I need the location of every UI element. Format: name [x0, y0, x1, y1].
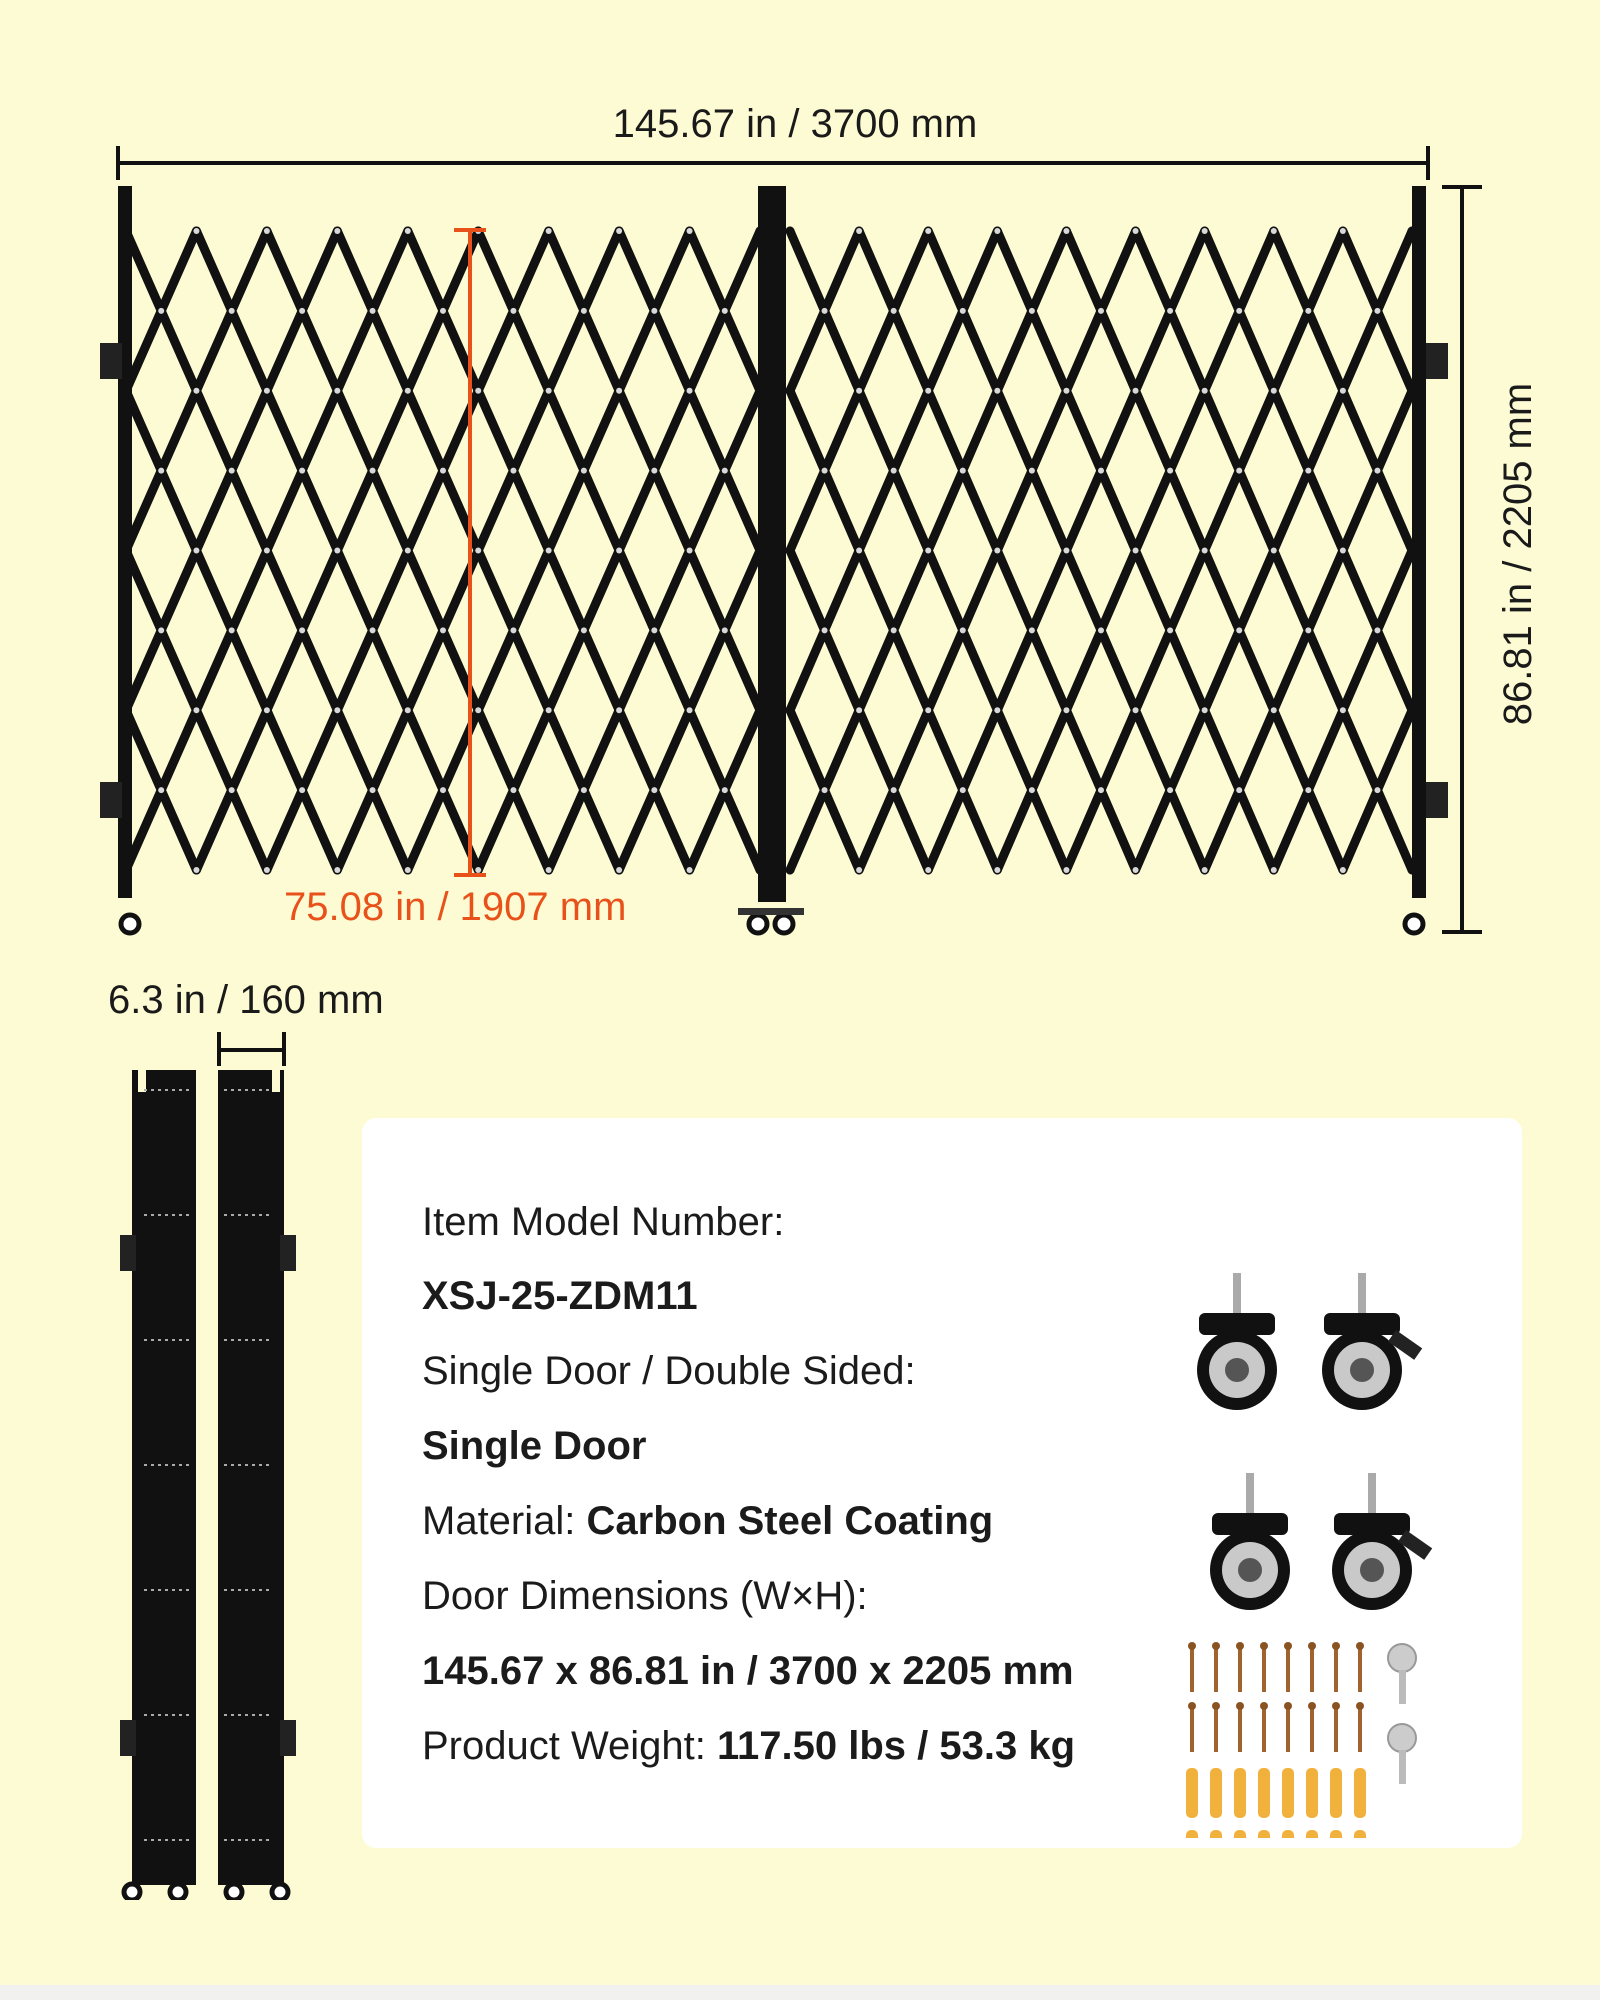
lattice-pivot: [1271, 867, 1277, 873]
lattice-pivot: [264, 707, 270, 713]
lattice-pivot: [722, 308, 728, 314]
screw-icon: [1212, 1702, 1220, 1710]
lattice-pivot: [1202, 228, 1208, 234]
lattice-pivot: [960, 468, 966, 474]
screw-icon: [1260, 1702, 1268, 1710]
screw-icon: [1356, 1642, 1364, 1650]
lattice-pivot: [510, 308, 516, 314]
lattice-pivot: [856, 388, 862, 394]
lattice-pivot: [925, 867, 931, 873]
lattice-pivot: [405, 707, 411, 713]
dimensions-label: Door Dimensions (W×H):: [422, 1574, 868, 1618]
lattice-pivot: [722, 627, 728, 633]
screw-icon: [1188, 1642, 1196, 1650]
lattice-pivot: [1305, 787, 1311, 793]
lattice-pivot: [264, 388, 270, 394]
wall-bracket: [1426, 782, 1448, 818]
lattice-pivot: [1340, 548, 1346, 554]
wall-anchor-icon: [1330, 1830, 1342, 1838]
lattice-pivot: [581, 308, 587, 314]
gate-extended-illustration: [0, 0, 1600, 950]
lattice-pivot: [1340, 867, 1346, 873]
center-post: [758, 186, 786, 902]
door-type-label: Single Door / Double Sided:: [422, 1349, 916, 1393]
lattice-pivot: [994, 548, 1000, 554]
lattice-pivot: [546, 707, 552, 713]
wall-anchor-icon: [1210, 1768, 1222, 1818]
lattice-pivot: [1374, 627, 1380, 633]
lattice-pivot: [405, 548, 411, 554]
model-label: Item Model Number:: [422, 1200, 785, 1244]
lattice-pivot: [1167, 787, 1173, 793]
lattice-pivot: [856, 548, 862, 554]
lattice-pivot: [1133, 548, 1139, 554]
lattice-pivot: [1167, 627, 1173, 633]
screw-icon: [1212, 1642, 1220, 1650]
lattice-pivot: [1340, 388, 1346, 394]
lattice-pivot: [1098, 787, 1104, 793]
lattice-pivot: [193, 867, 199, 873]
center-base-plate: [738, 908, 804, 915]
lattice-pivot: [1374, 787, 1380, 793]
screw-icon: [1356, 1702, 1364, 1710]
wall-anchor-icon: [1210, 1830, 1222, 1838]
lattice-pivot: [925, 228, 931, 234]
folded-bracket: [120, 1720, 136, 1756]
lattice-pivot: [891, 468, 897, 474]
lattice-pivot: [1374, 308, 1380, 314]
lattice-pivot: [229, 468, 235, 474]
lattice-pivot: [1271, 548, 1277, 554]
lattice-pivot: [616, 707, 622, 713]
gate-wheel: [121, 915, 139, 933]
lattice-pivot: [299, 468, 305, 474]
lattice-pivot: [1133, 388, 1139, 394]
lattice-pivot: [581, 787, 587, 793]
folded-notch: [272, 1070, 280, 1092]
lattice-pivot: [264, 548, 270, 554]
lattice-pivot: [193, 707, 199, 713]
folded-wheel: [272, 1884, 288, 1900]
lattice-pivot: [1202, 548, 1208, 554]
lattice-pivot: [1063, 707, 1069, 713]
lattice-pivot: [960, 627, 966, 633]
lattice-pivot: [616, 388, 622, 394]
lattice-pivot: [158, 627, 164, 633]
lattice-pivot: [581, 468, 587, 474]
lattice-pivot: [546, 548, 552, 554]
lattice-pivot: [229, 308, 235, 314]
lattice-pivot: [546, 228, 552, 234]
lattice-pivot: [925, 707, 931, 713]
lattice-pivot: [193, 228, 199, 234]
key-icon: [1388, 1644, 1416, 1672]
lattice-pivot: [616, 548, 622, 554]
wall-bracket: [100, 343, 122, 379]
lattice-pivot: [510, 627, 516, 633]
caster-wheel-icon: [1358, 1273, 1366, 1318]
lattice-pivot: [1133, 867, 1139, 873]
lattice-pivot: [1236, 308, 1242, 314]
lattice-pivot: [1098, 308, 1104, 314]
gate-lattice-left: [126, 228, 760, 873]
lattice-pivot: [687, 388, 693, 394]
lattice-pivot: [158, 468, 164, 474]
lattice-pivot: [299, 627, 305, 633]
lattice-pivot: [229, 627, 235, 633]
lattice-pivot: [960, 787, 966, 793]
lattice-pivot: [925, 548, 931, 554]
lattice-pivot: [1098, 468, 1104, 474]
lattice-pivot: [158, 787, 164, 793]
folded-panel-left: [132, 1070, 196, 1885]
wall-anchor-icon: [1306, 1830, 1318, 1838]
lattice-pivot: [1305, 468, 1311, 474]
wall-anchor-icon: [1354, 1768, 1366, 1818]
weight-row: [422, 1724, 1075, 1769]
screw-icon: [1284, 1702, 1292, 1710]
lattice-pivot: [925, 388, 931, 394]
gate-lattice-right: [790, 228, 1412, 873]
lattice-pivot: [440, 308, 446, 314]
folded-wheel: [170, 1884, 186, 1900]
lattice-pivot: [1167, 308, 1173, 314]
lattice-pivot: [334, 707, 340, 713]
lattice-pivot: [994, 388, 1000, 394]
right-post: [1412, 186, 1426, 898]
lattice-pivot: [1063, 228, 1069, 234]
caster-wheel-icon: [1360, 1558, 1384, 1582]
lattice-pivot: [1202, 388, 1208, 394]
material-label: Material:: [422, 1499, 587, 1543]
lattice-pivot: [334, 867, 340, 873]
lattice-pivot: [264, 228, 270, 234]
lattice-pivot: [1340, 707, 1346, 713]
lattice-pivot: [722, 468, 728, 474]
lattice-pivot: [1133, 707, 1139, 713]
lattice-pivot: [370, 468, 376, 474]
lattice-pivot: [960, 308, 966, 314]
lattice-pivot: [856, 867, 862, 873]
door-type-value: Single Door: [422, 1424, 647, 1468]
lattice-pivot: [1029, 468, 1035, 474]
lattice-pivot: [1202, 867, 1208, 873]
lattice-pivot: [1202, 707, 1208, 713]
lattice-pivot: [1305, 308, 1311, 314]
lattice-pivot: [510, 787, 516, 793]
lattice-pivot: [891, 308, 897, 314]
lattice-pivot: [334, 388, 340, 394]
total-width-label: 145.67 in / 3700 mm: [612, 102, 978, 146]
lattice-pivot: [616, 867, 622, 873]
lattice-pivot: [1029, 308, 1035, 314]
lattice-pivot: [334, 228, 340, 234]
screw-icon: [1308, 1702, 1316, 1710]
screw-icon: [1188, 1702, 1196, 1710]
lattice-pivot: [370, 308, 376, 314]
caster-wheel-icon: [1225, 1358, 1249, 1382]
lattice-pivot: [229, 787, 235, 793]
lattice-pivot: [1063, 548, 1069, 554]
wall-anchor-icon: [1282, 1768, 1294, 1818]
weight-value: 117.50 lbs / 53.3 kg: [716, 1724, 1075, 1768]
lattice-pivot: [1098, 627, 1104, 633]
lattice-pivot: [581, 627, 587, 633]
lattice-pivot: [405, 228, 411, 234]
lattice-pivot: [822, 627, 828, 633]
lattice-pivot: [1029, 627, 1035, 633]
lattice-pivot: [651, 468, 657, 474]
lattice-pivot: [994, 228, 1000, 234]
lattice-pivot: [1374, 468, 1380, 474]
lattice-pivot: [1271, 388, 1277, 394]
key-icon: [1388, 1724, 1416, 1752]
lattice-pivot: [334, 548, 340, 554]
lattice-pivot: [687, 867, 693, 873]
lattice-pivot: [440, 468, 446, 474]
lattice-pivot: [856, 707, 862, 713]
gate-wheel: [749, 915, 767, 933]
folded-bracket: [120, 1235, 136, 1271]
lattice-pivot: [299, 787, 305, 793]
gate-wheel: [775, 915, 793, 933]
lattice-pivot: [405, 388, 411, 394]
weight-label: Product Weight:: [422, 1724, 717, 1768]
folded-notch: [138, 1070, 146, 1092]
lattice-pivot: [370, 627, 376, 633]
material-row: [422, 1499, 993, 1544]
lattice-pivot: [994, 867, 1000, 873]
lattice-pivot: [158, 308, 164, 314]
wall-anchor-icon: [1186, 1830, 1198, 1838]
caster-wheel-icon: [1233, 1273, 1241, 1318]
caster-wheel-icon: [1350, 1358, 1374, 1382]
lattice-pivot: [822, 787, 828, 793]
lattice-pivot: [546, 867, 552, 873]
key-icon: [1399, 1670, 1406, 1704]
wall-anchor-icon: [1282, 1830, 1294, 1838]
caster-wheel-icon: [1238, 1558, 1262, 1582]
caster-wheel-icon: [1368, 1473, 1376, 1518]
wall-anchor-icon: [1258, 1768, 1270, 1818]
lattice-pivot: [510, 468, 516, 474]
wall-bracket: [1426, 343, 1448, 379]
wall-anchor-icon: [1234, 1830, 1246, 1838]
key-icon: [1399, 1750, 1406, 1784]
screw-icon: [1332, 1642, 1340, 1650]
lattice-pivot: [1271, 228, 1277, 234]
lattice-pivot: [856, 228, 862, 234]
lattice-pivot: [722, 787, 728, 793]
lattice-pivot: [822, 468, 828, 474]
lattice-pivot: [687, 548, 693, 554]
gate-folded-illustration: [100, 1060, 320, 1900]
lattice-pivot: [299, 308, 305, 314]
wall-anchor-icon: [1186, 1768, 1198, 1818]
lattice-pivot: [1271, 707, 1277, 713]
lattice-pivot: [546, 388, 552, 394]
screw-icon: [1236, 1642, 1244, 1650]
lattice-pivot: [1305, 627, 1311, 633]
screw-icon: [1308, 1642, 1316, 1650]
lattice-pivot: [1236, 468, 1242, 474]
wall-anchor-icon: [1258, 1830, 1270, 1838]
lattice-pivot: [651, 308, 657, 314]
lattice-pivot: [1236, 787, 1242, 793]
lattice-pivot: [994, 707, 1000, 713]
lattice-pivot: [651, 627, 657, 633]
material-value: Carbon Steel Coating: [586, 1499, 994, 1543]
lattice-pivot: [822, 308, 828, 314]
lattice-pivot: [1063, 388, 1069, 394]
screw-icon: [1332, 1702, 1340, 1710]
wall-bracket: [100, 782, 122, 818]
spec-card: [362, 1118, 1522, 1848]
wall-anchor-icon: [1330, 1768, 1342, 1818]
lattice-pivot: [440, 787, 446, 793]
lattice-pivot: [193, 548, 199, 554]
lattice-pivot: [1167, 468, 1173, 474]
folded-width-label: 6.3 in / 160 mm: [108, 978, 384, 1022]
lattice-pivot: [1133, 228, 1139, 234]
lattice-pivot: [1236, 627, 1242, 633]
caster-wheel-icon: [1246, 1473, 1254, 1518]
lattice-pivot: [687, 228, 693, 234]
lattice-pivot: [370, 787, 376, 793]
gate-wheel: [1405, 915, 1423, 933]
folded-panel-right: [218, 1070, 284, 1885]
lattice-pivot: [405, 867, 411, 873]
folded-bracket: [280, 1235, 296, 1271]
lattice-pivot: [193, 388, 199, 394]
panel-height-label: 75.08 in / 1907 mm: [284, 885, 627, 929]
lattice-pivot: [687, 707, 693, 713]
folded-wheel: [226, 1884, 242, 1900]
wall-anchor-icon: [1354, 1830, 1366, 1838]
screw-icon: [1236, 1702, 1244, 1710]
wall-anchor-icon: [1306, 1768, 1318, 1818]
lattice-pivot: [1063, 867, 1069, 873]
lattice-pivot: [651, 787, 657, 793]
dimensions-value: 145.67 x 86.81 in / 3700 x 2205 mm: [422, 1649, 1074, 1693]
folded-bracket: [280, 1720, 296, 1756]
model-value: XSJ-25-ZDM11: [422, 1274, 698, 1318]
folded-wheel: [124, 1884, 140, 1900]
bottom-strip: [0, 1985, 1600, 2000]
lattice-pivot: [264, 867, 270, 873]
lattice-pivot: [440, 627, 446, 633]
screw-icon: [1260, 1642, 1268, 1650]
lattice-pivot: [1029, 787, 1035, 793]
height-label: 86.81 in / 2205 mm: [1496, 382, 1540, 726]
screw-icon: [1284, 1642, 1292, 1650]
accessories-illustration: [1162, 1138, 1502, 1838]
lattice-pivot: [891, 627, 897, 633]
lattice-pivot: [891, 787, 897, 793]
panel-height-marker: [450, 220, 500, 890]
lattice-pivot: [1340, 228, 1346, 234]
lattice-pivot: [616, 228, 622, 234]
wall-anchor-icon: [1234, 1768, 1246, 1818]
